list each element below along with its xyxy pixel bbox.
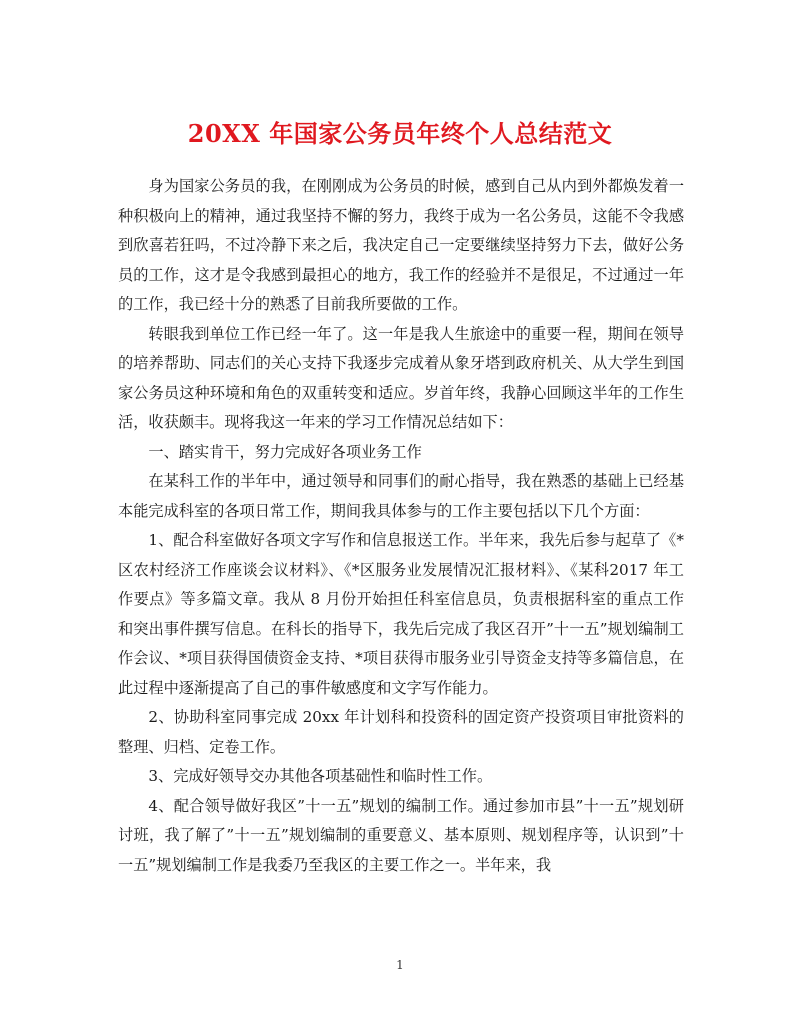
document-title: 20XX 年国家公务员年终个人总结范文	[187, 119, 613, 148]
page-number: 1	[396, 958, 404, 972]
paragraph-item-1: 1、配合科室做好各项文字写作和信息报送工作。半年来，我先后参与起草了《*区农村经济工作座谈会议材料》、《*区服务业发展情况汇报材料》、《某科2017 年工作要点》等多篇文章。我从 8 月份开始担任科室信息员，负责根据科室的重点工作和突出事件撰写信息。在科长的指导下，我先后完成了我区召开”十一五”规划编制工作会议、*项目获得国债资金支持、*项目获得市服务业引导资金支持等多篇信息，在此过程中逐渐提高了自己的事件敏感度和文字写作能力。	[118, 531, 684, 697]
paragraph-item-3: 3、完成好领导交办其他各项基础性和临时性工作。	[148, 767, 493, 785]
paragraph-item-4: 4、配合领导做好我区”十一五”规划的编制工作。通过参加市县”十一五”规划研讨班，我了解了”十一五”规划编制的重要意义、基本原则、规划程序等，认识到”十一五”规划编制工作是我委乃至我区的主要工作之一。半年来，我	[118, 796, 684, 874]
paragraph-intro: 身为国家公务员的我，在刚刚成为公务员的时候，感到自己从内到外都焕发着一种积极向上的精神，通过我坚持不懈的努力，我终于成为一名公务员，这能不令我感到欣喜若狂吗，不过冷静下来之后，我决定自己一定要继续坚持努力下去，做好公务员的工作，这才是令我感到最担心的地方，我工作的经验并不是很足，不过通过一年的工作，我已经十分的熟悉了目前我所要做的工作。	[118, 177, 684, 313]
paragraph-item-2: 2、协助科室同事完成 20xx 年计划科和投资科的固定资产投资项目审批资料的整理、归档、定卷工作。	[118, 708, 684, 756]
document-body	[118, 172, 684, 880]
paragraph-section-1-intro: 在某科工作的半年中，通过领导和同事们的耐心指导，我在熟悉的基础上已经基本能完成科室的各项日常工作，期间我具体参与的工作主要包括以下几个方面：	[118, 472, 684, 520]
paragraph-overview: 转眼我到单位工作已经一年了。这一年是我人生旅途中的重要一程，期间在领导的培养帮助、同志们的关心支持下我逐步完成着从象牙塔到政府机关、从大学生到国家公务员这种环境和角色的双重转变和适应。岁首年终，我静心回顾这半年的工作生活，收获颇丰。现将我这一年来的学习工作情况总结如下：	[118, 324, 684, 431]
section-heading-1: 一、踏实肯干，努力完成好各项业务工作	[148, 442, 422, 461]
